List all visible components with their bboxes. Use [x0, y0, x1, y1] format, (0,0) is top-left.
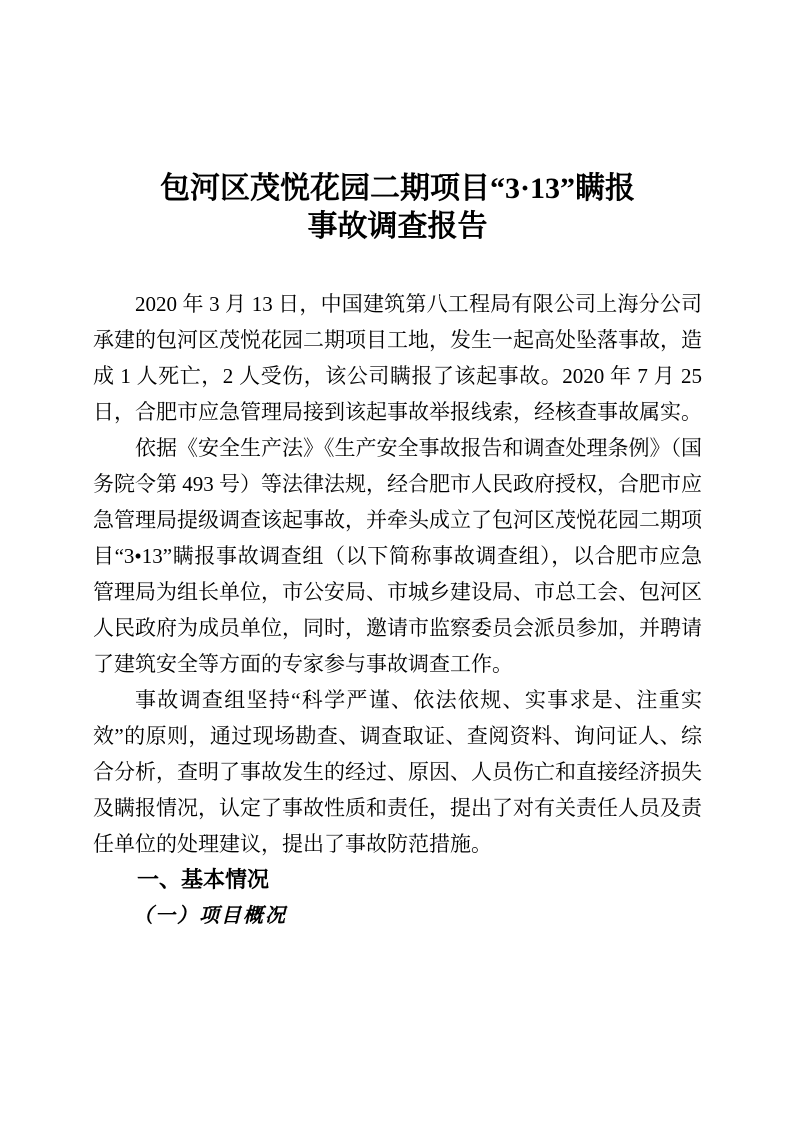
subsection-heading-project-overview: （一）项目概况 — [133, 905, 287, 927]
title-line-1: 包河区茂悦花园二期项目“3·13”瞒报 — [159, 172, 635, 205]
paragraph-investigation-team: 依据《安全生产法》《生产安全事故报告和调查处理条例》（国务院令第 493 号）等法律法规，经合肥市人民政府授权，合肥市应急管理局提级调查该起事故，并牵头成立了包河区茂悦花园二期项目“3•13”瞒报事故调查组（以下简称事故调查组），以合肥市应急管理局为组长单位，市公安局、市城乡建设局、市总工会、包河区人民政府为成员单位，同时，邀请市监察委员会派员参加，并聘请了建筑安全等方面的专家参与事故调查工作。 — [93, 436, 702, 676]
paragraph-intro-accident: 2020 年 3 月 13 日，中国建筑第八工程局有限公司上海分公司承建的包河区茂悦花园二期项目工地，发生一起高处坠落事故，造成 1 人死亡，2 人受伤，该公司瞒报了该起事故。2020 年 7 月 25 日，合肥市应急管理局接到该起事故举报线索，经核查事故属实。 — [93, 292, 702, 424]
paragraph-investigation-principles: 事故调查组坚持“科学严谨、依法依规、实事求是、注重实效”的原则，通过现场勘查、调查取证、查阅资料、询问证人、综合分析，查明了事故发生的经过、原因、人员伤亡和直接经济损失及瞒报情况，认定了事故性质和责任，提出了对有关责任人员及责任单位的处理建议，提出了事故防范措施。 — [93, 688, 702, 856]
document-title — [93, 170, 702, 246]
section-heading-basic-situation: 一、基本情况 — [137, 867, 270, 892]
title-line-2: 事故调查报告 — [307, 210, 488, 243]
